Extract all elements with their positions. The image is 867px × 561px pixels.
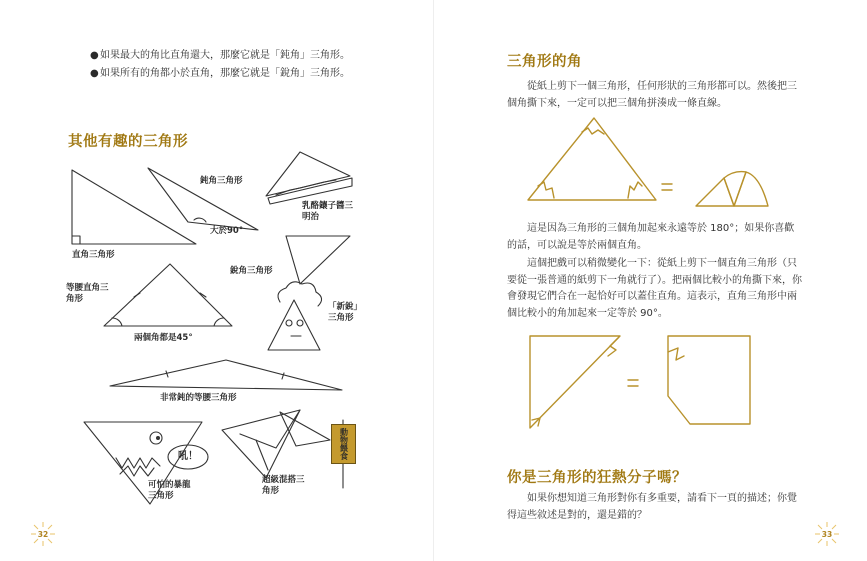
left-page xyxy=(0,0,433,561)
paragraph-tear-corners: 從紙上剪下一個三角形，任何形狀的三角形都可以。然後把三個角撕下來，一定可以把三個角拼湊成一條直線。 xyxy=(507,81,797,109)
paragraph-right-triangle-trick: 這個把戲可以稍微變化一下：從紙上剪下一個直角三角形（只要從一張普通的紙剪下一角就行了）。把兩個比較小的角撕下來，你會發現它們合在一起恰好可以蓋住直角。這表示，直角三角形中兩個比較小的角加起來一定等於 90°。 xyxy=(507,258,802,319)
sign-text: 動物餵食 xyxy=(339,428,349,460)
label-roar: 吼！ xyxy=(178,451,198,462)
page-number-text: 32 xyxy=(37,529,49,539)
label-isosceles-right: 等腰直角三角形 xyxy=(66,283,109,304)
paragraph-next-page: 如果你想知道三角形對你有多重要，請看下一頁的描述；你覺得這些敘述是對的，還是錯的？ xyxy=(507,493,797,521)
bullet-text: 如果所有的角都小於直角，那麼它就是「銳角」三角形。 xyxy=(100,68,350,79)
label-right-triangle: 直角三角形 xyxy=(72,250,115,260)
label-greater-than-90: 大於90° xyxy=(210,226,244,236)
label-sandwich: 乳酪鑲子醬三明治 xyxy=(302,201,354,222)
triangle-illustrations xyxy=(0,0,433,561)
label-super-cool: 超級混搭三角形 xyxy=(262,475,305,496)
label-acute-triangle: 銳角三角形 xyxy=(230,266,273,276)
new-acute-character xyxy=(268,300,320,350)
section-title-other-triangles: 其他有趣的三角形 xyxy=(68,134,188,150)
bullet-dot-icon: ● xyxy=(90,68,99,79)
section-title-triangle-fan: 你是三角形的狂熱分子嗎？ xyxy=(507,470,687,486)
label-obtuse-triangle: 鈍角三角形 xyxy=(200,176,243,186)
label-very-obtuse: 非常鈍的等腰三角形 xyxy=(160,393,237,403)
label-new-acute: 「新銳」三角形 xyxy=(328,302,363,323)
very-obtuse-triangle-shape xyxy=(110,360,342,390)
bullet-text: 如果最大的角比直角還大，那麼它就是「鈍角」三角形。 xyxy=(100,50,350,61)
right-page xyxy=(434,0,867,561)
torn-triangle-shape xyxy=(528,118,656,200)
isosceles-right-triangle-shape xyxy=(104,264,232,326)
combined-corners-shape xyxy=(668,336,750,424)
right-angle-mark xyxy=(72,236,80,244)
page-number-right xyxy=(814,521,840,547)
torn-right-triangle-shape xyxy=(530,336,620,428)
origami-triangle-shape xyxy=(222,410,300,478)
label-both-45: 兩個角都是45° xyxy=(134,333,193,343)
page-number-left xyxy=(30,521,56,547)
bullet-dot-icon: ● xyxy=(90,50,99,61)
animal-feeding-sign xyxy=(331,424,356,464)
label-scary-trex: 可怕的暴龍三角形 xyxy=(148,480,191,501)
section-title-triangle-angles: 三角形的角 xyxy=(507,54,582,70)
page-number-text: 33 xyxy=(821,529,833,539)
obtuse-angle-arc xyxy=(194,218,206,222)
paragraph-180-degrees: 這是因為三角形的三個角加起來永遠等於 180°；如果你喜歡的話，可以說是等於兩個直角。 xyxy=(507,223,795,251)
acute-triangle-shape xyxy=(286,236,350,284)
